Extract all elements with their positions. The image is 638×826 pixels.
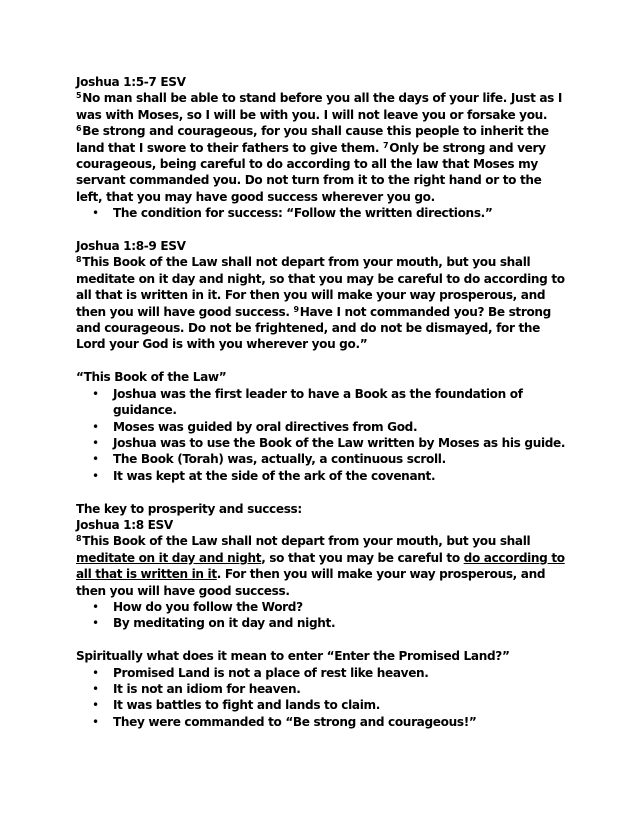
verse-number: 6 [76,124,82,134]
section-4-reference: Joshua 1:8 ESV [76,517,173,532]
verse-text: Be strong and courageous, for you shall cause this people to inherit the land that I swore to their fathers to give them. [76,124,549,155]
section-2-passage [76,254,566,352]
section-5-heading: Spiritually what does it mean to enter “Enter the Promised Land?” [76,649,510,664]
section-2-reference: Joshua 1:8-9 ESV [76,239,186,254]
verse-text: Have I not commanded you? Be strong and courageous. Do not be frightened, and do not be dismayed, for the Lord your God is with you wherever you go.” [76,304,551,352]
list-item: • It was kept at the side of the ark of the covenant. [76,468,566,484]
list-item: • Moses was guided by oral directives from God. [76,419,566,435]
underlined-phrase: do according to all that is written in it [76,550,565,582]
list-item: • Joshua was the first leader to have a Book as the foundation of guidance. [76,386,566,419]
section-5-bullets [76,665,566,731]
verse-text: This Book of the Law shall not depart from your mouth, but you shall [82,534,531,549]
list-item: • They were commanded to “Be strong and courageous!” [76,714,566,730]
document-page [76,74,566,730]
verse-text: , so that you may be careful to [261,550,464,565]
section-4-bullets [76,599,566,632]
list-item: • How do you follow the Word? [76,599,566,615]
section-1-passage [76,90,566,205]
underlined-phrase: meditate on it day and night [76,550,262,565]
section-4-passage [76,533,566,599]
verse-number: 8 [76,534,82,544]
verse-number: 7 [382,140,389,150]
verse-text: Only be strong and very courageous, being careful to do according to all the law that Moses my servant commanded you. Do not turn from it to the right hand or to the left, that you may have good success wherever you go. [76,140,546,204]
verse-text: . For then you will make your way prosperous, and then you will have good success. [76,567,546,598]
section-3-bullets [76,386,566,484]
section-1-reference: Joshua 1:5-7 ESV [76,75,186,89]
section-1-bullets [76,205,566,221]
list-item: • It is not an idiom for heaven. [76,681,566,697]
verse-number: 5 [76,91,82,101]
verse-text: No man shall be able to stand before you all the days of your life. Just as I was with Moses, so I will be with you. I will not leave you or forsake you. [76,91,563,122]
verse-number: 8 [76,255,82,265]
list-item: • It was battles to fight and lands to claim. [76,697,566,713]
list-item: • Joshua was to use the Book of the Law written by Moses as his guide. [76,435,566,451]
list-item: • The Book (Torah) was, actually, a continuous scroll. [76,451,566,467]
list-item: • By meditating on it day and night. [76,615,566,631]
verse-number: 9 [293,304,299,314]
section-3-heading: “This Book of the Law” [76,370,227,385]
list-item: • The condition for success: “Follow the written directions.” [76,205,566,221]
section-4-heading: The key to prosperity and success: [76,501,302,516]
list-item: • Promised Land is not a place of rest like heaven. [76,665,566,681]
verse-text: This Book of the Law shall not depart from your mouth, but you shall meditate on it day and night, so that you may be careful to do according to all that is written in it. For then you will make your way prosperous, and then you will have good success. [76,255,565,319]
